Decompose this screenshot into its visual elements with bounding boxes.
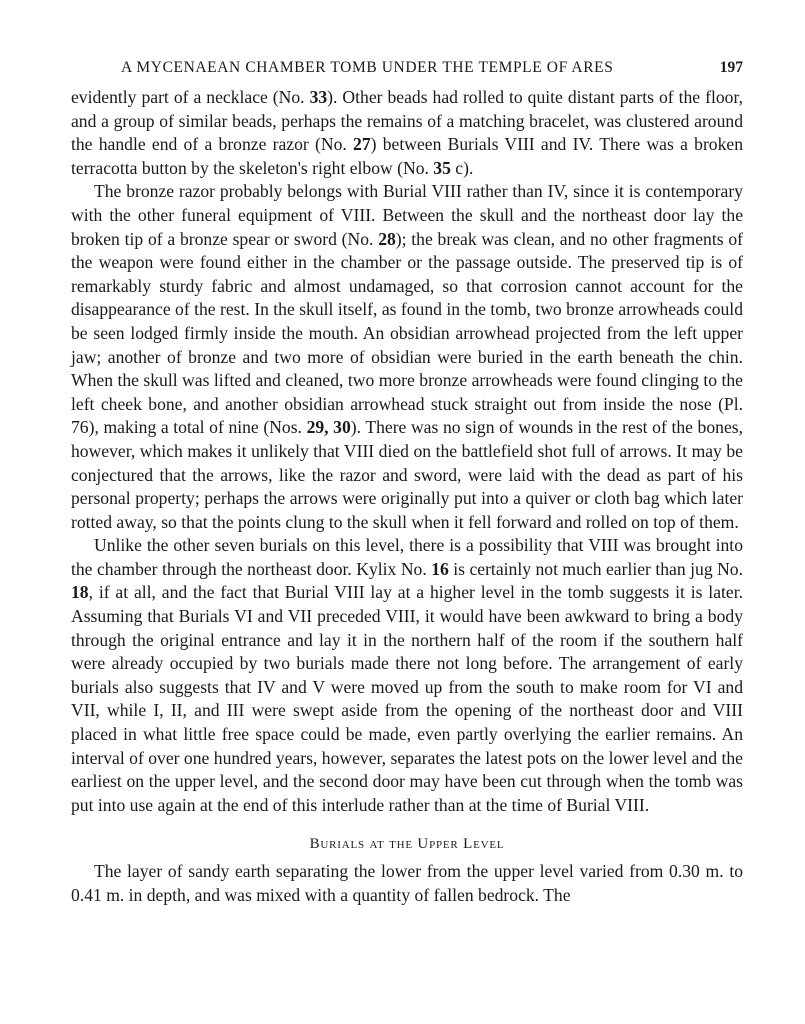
paragraph-2: The bronze razor probably belongs with Burial VIII rather than IV, since it is contemporary with the other funeral equipment of VIII. Between the skull and the northeast door lay the broken tip of a bronze spear or sword (No. 28); the break was clean, and no other fragments of the weapon were found either in the chamber or the passage outside. The preserved tip is of remarkably sturdy fabric and almost undamaged, so that corrosion cannot account for the disappearance of the rest. In the skull itself, as found in the tomb, two bronze arrowheads could be seen lodged firmly inside the mouth. An obsidian arrowhead projected from the left upper jaw; another of bronze and two more of obsidian were buried in the earth beneath the chin. When the skull was lifted and cleaned, two more bronze arrowheads were found clinging to the left cheek bone, and another obsidian arrowhead stuck straight out from inside the nose (Pl. 76), making a total of nine (Nos. 29, 30). There was no sign of wounds in the rest of the bones, however, which makes it unlikely that VIII died on the battlefield shot full of arrows. It may be conjectured that the arrows, like the razor and sword, were laid with the dead as part of his personal property; perhaps the arrows were originally put into a quiver or cloth bag which later rotted away, so that the points clung to the skull when it fell forward and rolled on top of them. [71, 181, 743, 532]
section-heading: Burials at the Upper Level [309, 836, 505, 853]
page-number: 197 [719, 59, 743, 76]
catalogue-number: 33 [309, 87, 328, 107]
catalogue-number: 29, 30 [306, 417, 351, 438]
running-head [71, 56, 743, 86]
paragraph-4: The layer of sandy earth separating the lower from the upper level varied from 0.30 m. to 0.41 m. in depth, and was mixed with a quantity of fallen bedrock. The [71, 861, 743, 905]
paragraph-3: Unlike the other seven burials on this level, there is a possibility that VIII was brought into the chamber through the northeast door. Kylix No. 16 is certainly not much earlier than jug No. 18, if at all, and the fact that Burial VIII lay at a higher level in the tomb suggests it is later. Assuming that Burials VI and VII preceded VIII, it would have been awkward to bring a body through the original entrance and lay it in the northern half of the room if the southern half were already occupied by two burials made there not long before. The arrangement of early burials also suggests that IV and V were moved up from the south to make room for VI and VII, while I, II, and III were swept aside from the opening of the northeast door and VIII placed in what little free space could be made, even partly overlying the earlier remains. An interval of over one hundred years, however, separates the latest pots on the lower level and the earliest on the upper level, and the second door may have been cut through when the tomb was put into use again at the end of this interlude rather than at the time of Burial VIII. [71, 535, 743, 815]
page [71, 56, 743, 908]
paragraph-1: evidently part of a necklace (No. 33). Other beads had rolled to quite distant parts of the floor, and a group of similar beads, perhaps the remains of a matching bracelet, was clustered around the handle end of a bronze razor (No. 27) between Burials VIII and IV. There was a broken terracotta button by the skeleton's right elbow (No. 35 c). [71, 87, 744, 178]
catalogue-number: 16 [431, 558, 449, 579]
catalogue-number: 35 [433, 157, 451, 178]
catalogue-number: 18 [71, 582, 89, 603]
catalogue-number: 28 [378, 228, 396, 249]
running-title: A MYCENAEAN CHAMBER TOMB UNDER THE TEMPLE OF ARES [121, 59, 614, 76]
catalogue-number: 27 [353, 134, 371, 155]
